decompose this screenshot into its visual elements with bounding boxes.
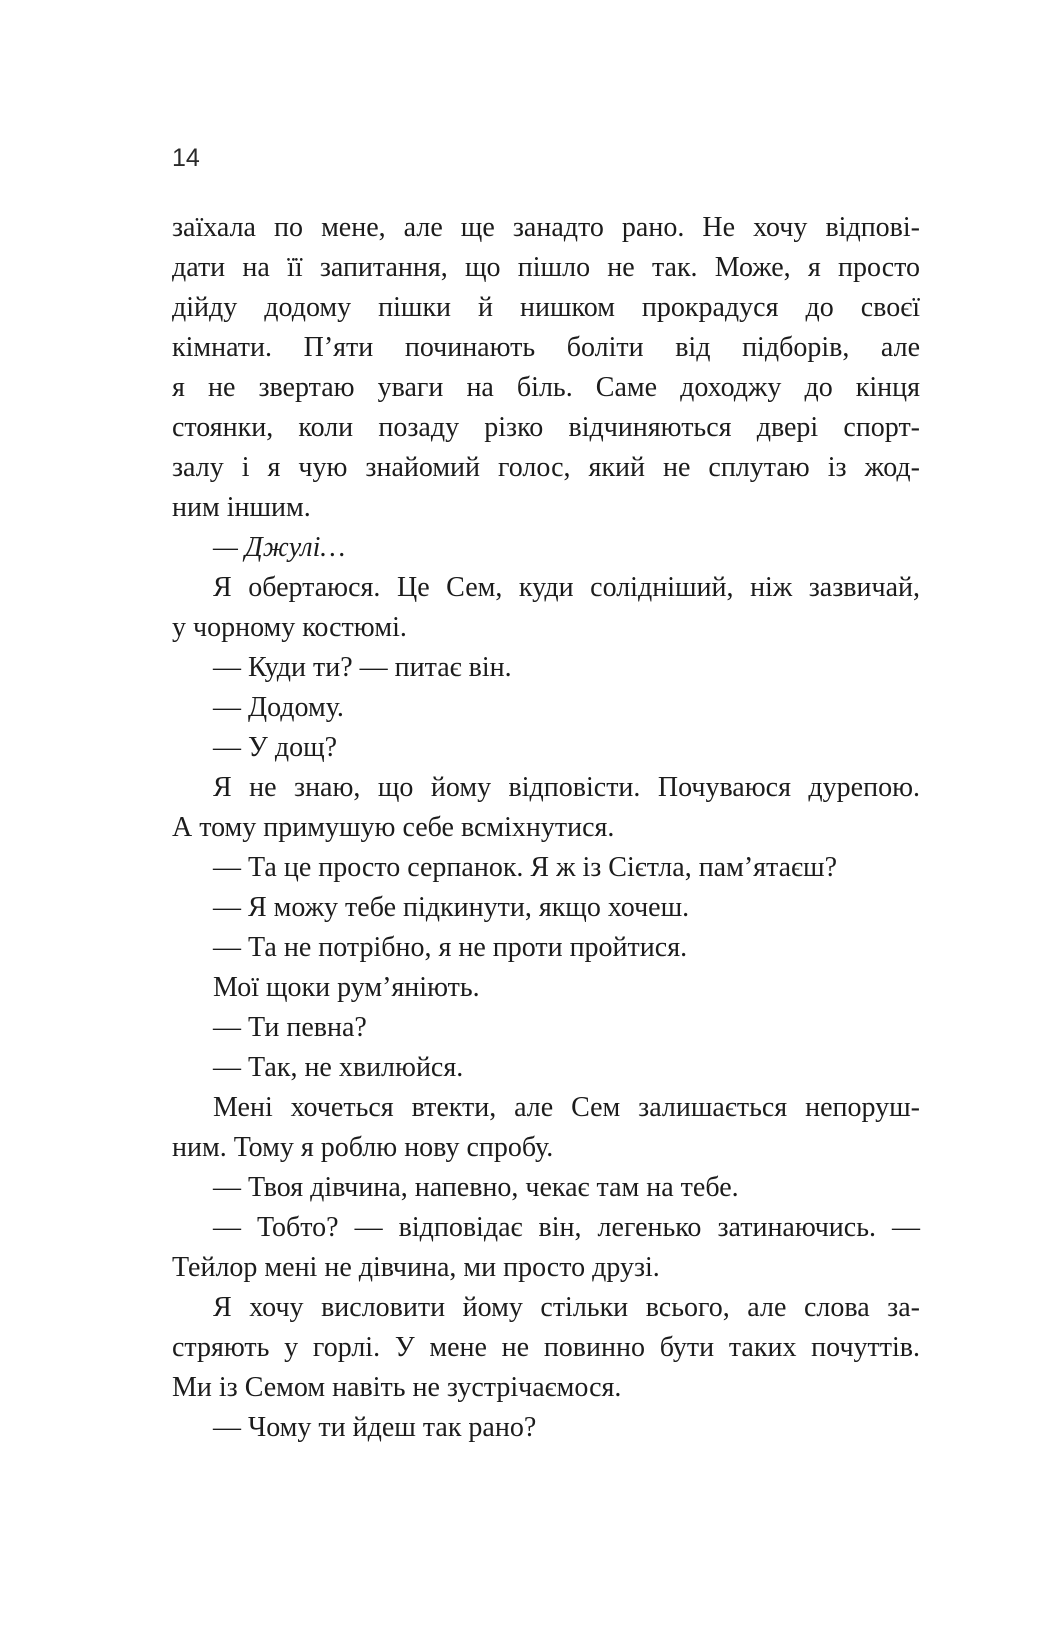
text-line: Я обертаюся. Це Сем, куди солідніший, ніж зазвичай,: [213, 572, 920, 603]
paragraph: [172, 1168, 920, 1208]
text-line: Тейлор мені не дівчина, ми просто друзі.: [172, 1252, 660, 1283]
paragraph: [172, 528, 920, 568]
paragraph: [172, 1208, 920, 1288]
page-body: [172, 208, 920, 1448]
text-line: стряють у горлі. У мене не повинно бути таких почуттів.: [172, 1332, 920, 1363]
text-line: — Куди ти? — питає він.: [213, 652, 512, 683]
paragraph: [172, 1008, 920, 1048]
text-line: Ми із Семом навіть не зустрічаємося.: [172, 1372, 622, 1403]
text-line: дати на її запитання, що пішло не так. Може, я просто: [172, 252, 920, 283]
text-line: — У дощ?: [213, 732, 338, 763]
paragraph: [172, 928, 920, 968]
text-line: кімнати. П’яти починають боліти від підборів, але: [172, 332, 920, 363]
text-line: у чорному костюмі.: [172, 612, 407, 643]
text-line: Мені хочеться втекти, але Сем залишається непоруш-: [213, 1092, 920, 1123]
paragraph: [172, 208, 920, 528]
paragraph: [172, 728, 920, 768]
page-number: 14: [172, 144, 200, 172]
text-line: — Та не потрібно, я не проти пройтися.: [213, 932, 688, 963]
text-line: — Я можу тебе підкинути, якщо хочеш.: [213, 892, 690, 923]
paragraph: [172, 1288, 920, 1408]
text-line: А тому примушую себе всміхнутися.: [172, 812, 615, 843]
text-line: Я не знаю, що йому відповісти. Почуваюся дурепою.: [213, 772, 920, 803]
paragraph: [172, 888, 920, 928]
text-line: — Джулі…: [213, 532, 346, 563]
text-line: я не звертаю уваги на біль. Саме доходжу до кінця: [172, 372, 920, 403]
text-line: залу і я чую знайомий голос, який не сплутаю із жод-: [172, 452, 920, 483]
paragraph: [172, 968, 920, 1008]
text-line: ним іншим.: [172, 492, 311, 523]
text-line: Мої щоки рум’яніють.: [213, 972, 480, 1003]
text-line: стоянки, коли позаду різко відчиняються двері спорт-: [172, 412, 920, 443]
text-line: — Твоя дівчина, напевно, чекає там на тебе.: [213, 1172, 739, 1203]
paragraph: [172, 688, 920, 728]
text-line: — Та це просто серпанок. Я ж із Сієтла, пам’ятаєш?: [213, 852, 838, 883]
text-line: — Так, не хвилюйся.: [213, 1052, 464, 1083]
paragraph: [172, 1048, 920, 1088]
text-line: — Тобто? — відповідає він, легенько затинаючись. —: [213, 1212, 920, 1243]
text-line: ним. Тому я роблю нову спробу.: [172, 1132, 554, 1163]
text-line: дійду додому пішки й нишком прокрадуся до своєї: [172, 292, 920, 323]
paragraph: [172, 1088, 920, 1168]
paragraph: [172, 848, 920, 888]
paragraph: [172, 568, 920, 648]
text-line: — Додому.: [213, 692, 344, 723]
paragraph: [172, 768, 920, 848]
text-line: заїхала по мене, але ще занадто рано. Не хочу відпові-: [172, 212, 920, 243]
text-line: Я хочу висловити йому стільки всього, але слова за-: [213, 1292, 920, 1323]
paragraph: [172, 648, 920, 688]
text-line: — Ти певна?: [213, 1012, 367, 1043]
text-line: — Чому ти йдеш так рано?: [213, 1412, 537, 1443]
paragraph: [172, 1408, 920, 1448]
